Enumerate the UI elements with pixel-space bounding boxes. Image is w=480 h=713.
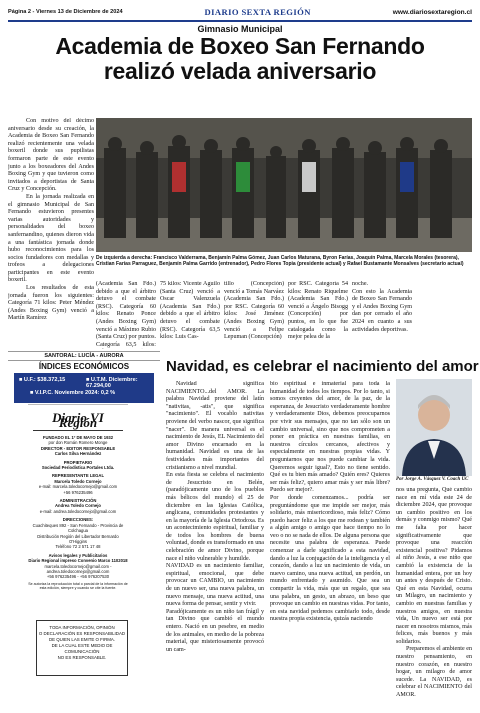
article-paragraph: noche. Con esto la Academia de Boxeo San Fernando y el Andes Boxing Gym dan por cerrado el año 2024 en cuanto a sus actividades deportivas.	[352, 281, 412, 333]
article-kicker: Gimnasio Municipal	[197, 24, 283, 34]
founded-text: FUNDADO EL 1º DE MAYO DE 1932	[42, 435, 114, 440]
page-header	[8, 4, 472, 22]
author-caption: Por Jorge A. Vásquez V. Coach UC	[396, 477, 469, 482]
founder-text: por don Román Romero Monge	[48, 440, 108, 446]
address-label: DIRECCIONES:	[62, 517, 94, 523]
indices-title: ÍNDICES ECONÓMICOS	[38, 362, 130, 371]
opinion-paragraph: Navidad significa NACIMIENTO...del AMOR. La palabra Navidad proviene del latín "nativitas, -atis", que significa "nacimiento". El vocablo nativitas proviene del verbo nascor, que significa "nacer". De manera universal es el nacimiento de Jesús, EL Nacimiento del amor Divino encarnado en la humanidad. Navidad es una de las festividades más importantes del cristianismo a nivel mundial. En esta fiesta se celebra el nacimiento de Jesucristo en Belén, (paradójicamente uno de los pueblos más bélicos del mundo) el 25 de diciembre en las Iglesias Católica, anglicana, comunidades protestantes y en la mayoría de la Iglesia Ortodoxa. Es un acontecimiento espiritual, familiar y de todos los hombres de buena voluntad, donde es transformado en una celebración de amor Divino, porque nace el niño vulnerable y humilde. NAVIDAD es un nacimiento familiar, espiritual, emocional, que debe provocar un CAMBIO, un nacimiento de un nuevo ser, una nueva palabra, un nuevo mensaje, una nueva actitud, una nueva forma de pensar, sentir y vivir. Paradójicamente es un niño tan frágil y tan Divino que cambió el mundo entero. Nació en un pesebre, en medio de los animales, en medio de la pobreza material, que misteriosamente provocó un cam-	[166, 381, 264, 653]
article-column-6	[352, 281, 412, 349]
address-1: Cuachiteques 892 - San Fernando - Provincia de Colchagua	[32, 522, 124, 534]
article-column-5	[288, 281, 348, 349]
opinion-title: Navidad, es celebrar el nacimiento del amor	[166, 358, 479, 375]
ads-label: Avisos legales y Publicitarios	[48, 552, 108, 558]
article-paragraph: (Academia San Fdo.) debido a que el árbitro detuvo el combate (RSC). Categoría 60 kilos: Renato Ponce (Andes Boxing Gym) venció a Máximo Rubio (Santa Cruz) por puntos. Categoría 63,5 kilos:	[96, 281, 156, 348]
boxing-group-photo	[96, 118, 472, 252]
staff-box	[28, 404, 128, 613]
admin-label: ADMINISTRACIÓN	[59, 498, 97, 504]
photo-caption: De izquierda a derecha: Francisco Valderrama, Benjamín Palma Gómez, Juan Carlos Maturana, Byron Farías, Joaquín Palma, Marcela Morales (tesorera), Cristian Farías Parraguez, Benjamín Palma Garrido (entrenador), Pedro Flores Topia (presidente actual) y Rafael Bustamante Monsalves (secretario actual)	[96, 255, 464, 267]
article-paragraph: tillo (Concepción) venció a Tomás Narváez (Academia San Fdo.) por RSC. Categoría 60 kilos: José Jiménez (Andes Boxing Gym) venció a Felipe Lepuman (Concepción)	[224, 281, 284, 341]
notice-line: NO ES RESPONSABLE.	[57, 655, 107, 660]
notice-line: DE QUIEN LAS EMITE O FIRMA.	[48, 637, 116, 642]
address-2: Distribución Región del Libertador Bernardo O'Higgins	[37, 533, 119, 544]
article-column-4	[224, 281, 284, 349]
article-paragraph: por RSC. Categoría 54 kilos: Renato Riquelme (Academia San Fdo.) venció a Ángelo Bisogg (Concepción) por puntos, en lo que fue catalogada como la mejor pelea de la	[288, 281, 348, 341]
rep-phone: +56 976235496	[63, 489, 93, 495]
opinion-column-1	[166, 381, 264, 703]
notice-line: TODA INFORMACIÓN, OPINIÓN	[49, 625, 115, 630]
indice-utm: ■ U.T.M. Diciembre: 67.294,00	[86, 377, 138, 389]
rep-label: REPRESENTANTE LEGAL	[51, 473, 105, 479]
masthead: DIARIO SEXTA REGIÓN	[204, 7, 311, 17]
ads-phones: +56 976235496 - +56 976207530	[46, 574, 110, 580]
newspaper-logo: Diario VI Región	[33, 410, 123, 431]
director-label: DIRECTOR - EDITOR RESPONSABLE	[40, 445, 116, 451]
opinion-paragraph: Preparemos el ambiente en nuestro pensamiento, en nuestro corazón, en nuestro hogar, un milagro de amor sucede. La NAVIDAD, es celebrar el NACIMIENTO del AMOR.	[396, 646, 472, 699]
owner-label: PROPIETARIO	[63, 459, 93, 465]
article-column-2	[96, 281, 156, 349]
rep-name: Marcela Toledo Cornejo	[54, 478, 102, 484]
indice-ipc: ■ V.I.P.C. Noviembre 2024: 0,2 %	[30, 390, 116, 396]
headline-line-2: realizó velada aniversario	[103, 58, 377, 84]
article-paragraph: Con motivo del décimo aniversario desde su creación, la Academia de Boxeo San Fernando realizó recientemente una velada boxeril donde sus pupilistas formaron parte de este evento junto a los boxeadores del Andes Boxing Gym y que tuvieron como invitados a deportistas de Santa Cruz y Concepción.	[8, 118, 94, 193]
opinion-paragraph: nos una pregunta, Qué cambio nace en mí vida este 24 de diciembre 2024, que provoque un cambio positivo en los demás y conmigo mismo? Qué me falta por hacer significativamente que provoque una reacción existencial positiva? Pidamos al niño Jesús, a ese niño que cambió la existencia de la humanidad entera, por un hoy un antes y después de Cristo. Qué en esta Navidad, ocurra un Milagro, un nacimiento y cambio en nuestras familias y nuestros amigos, en nuestra vida, Un nuevo ser está por nacer en nosotros mismos, más felices, más buenos y más solidarios.	[396, 487, 472, 645]
opinion-paragraph: bio espiritual e inmaterial para toda la humanidad de todos los tiempos. Por lo tanto, si somos creyentes del amor, de la paz, de la esperanza, de Jesucristo verdaderamente hombre y verdaderamente Dios, debemos preocuparnos por vivir sus mensajes, que no tan sólo son un cambio universal, sino que nos comprometen a poner en práctica en nuestras familias, en nuestros círculos cercanos, afectivos y especialmente en nuestras propias vidas. Y preguntarnos que nos puede cambiar la vida. Queremos seguir igual?, Esto no tiene sentido. Qué es tu bien más amado? Quién eres? Quieres ser más feliz?, quiero amar más y ser más libre? Puedo ser mejor?. Por donde comenzamos... podría ser preguntándome que me impide ser mejor, más solidario, más misericordioso, más feliz? Cómo puedo hacer feliz a los que me rodean y también a algún amigo o amigo que hace tiempo no lo veo o no se nada de ellos. De alguna persona que necesite una palabra de esperanza. Puede comenzar a darle significado a esta navidad, dando a luz la conjugación de la inteligencia y el corazón, dando a luz un nacimiento de vida, un nuevo camino, una nueva actitud, un perdón, un mundo enfrentado y asumido. Que sea un compartir la vida, más que un regalo, que sea una palabra, un gesto, un abrazo, un beso que provoque un cambio en nuestras vidas. Por tanto, en esta navidad pedemos cambiarlo todo, desde nuestra propia existencia, quizás naciendo	[270, 381, 390, 623]
phone: Teléfono 72 2 571 17 48	[55, 544, 101, 550]
owner-name: Sociedad Periodística Portales Ltda.	[41, 465, 115, 471]
notice-line: O DECLARACIÓN ES RESPONSABILIDAD	[38, 631, 126, 636]
article-column-3	[160, 281, 220, 349]
ads-name: Diario Regional impreso Convenio Marco 1102018	[28, 558, 128, 564]
admin-email[interactable]: e-mail: andrea.toledocornejo@gmail.com	[39, 508, 117, 514]
indice-uf: ■ U.F.: $38.372,15	[19, 377, 66, 383]
website-link[interactable]: www.diariosextaregion.cl	[392, 8, 472, 16]
ads-email[interactable]: marcela.toledocornejo@gmail.com - andrea.toledocornejo@gmail.com	[44, 563, 112, 574]
article-column-1	[8, 118, 94, 350]
indices-box	[14, 373, 154, 403]
article-paragraph: En la jornada realizada en el gimnasio Municipal de San Fernando estuvieron presentes varias autoridades y personalidades del boxeo sanfernandino, quienes dieron vida a una fantástica jornada donde hubo reconocimientos para los socios fundadores con medallas y trofeos a delegaciones participantes en este evento boxeril.	[8, 193, 94, 284]
opinion-column-2	[270, 381, 390, 703]
santoral: SANTORAL: LUCÍA - AURORA	[8, 351, 160, 361]
notice-line: DE LA CUAL ESTE MEDIO DE COMUNICACIÓN	[51, 643, 113, 654]
opinion-column-3	[396, 487, 472, 703]
headline-line-1: Academia de Boxeo San Fernando	[55, 33, 425, 59]
director-name: Carlos Silva Hernández	[54, 451, 102, 457]
responsibility-notice	[36, 620, 128, 676]
rep-email[interactable]: e-mail: marcela.toledocornejo@gmail.com	[38, 484, 118, 490]
article-paragraph: 75 kilos: Vicente Aguilo (Santa Cruz) venció a Oscar Valenzuela (Academia San Fdo.) debido a que el árbitro detuvo el combate (RSC). Categoría 63,5 kilos: Luis Cas-	[160, 281, 220, 341]
article-headline	[30, 34, 450, 84]
admin-name: Andrea Toledo Cornejo	[55, 503, 101, 509]
article-paragraph: Los resultados de esta jornada fueron los siguientes: Categoría 71 kilos: Peter Méndez (Andes Boxing Gym) venció a Martín Ramírez	[8, 285, 94, 322]
page-info: Página 2 - Viernes 13 de Diciembre de 2024	[8, 9, 123, 15]
author-photo	[396, 379, 472, 476]
disclaimer: Se autoriza la reproducción total o parcial de la información de esta edición, siempre y cuando se cite la fuente.	[28, 581, 128, 591]
